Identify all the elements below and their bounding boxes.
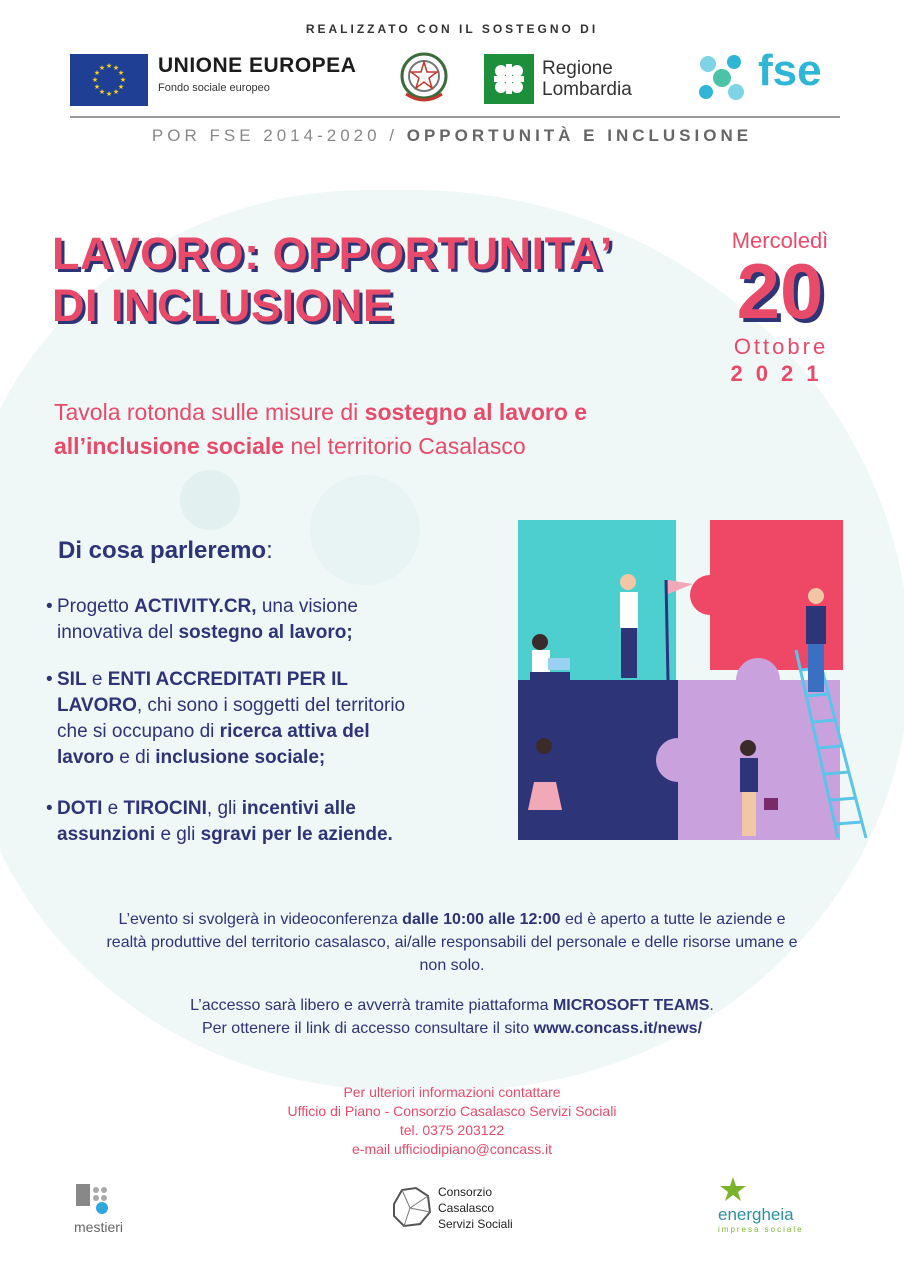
svg-text:★: ★ [119,76,127,84]
regione-lombardia-logo-icon [484,54,534,104]
topic3-t1: e [102,798,124,819]
topic2-t3: che si occupano di [57,721,220,742]
topic2-b1: SIL [57,669,87,690]
date-day: 20 [736,247,824,335]
event-subtitle [54,395,754,463]
subtitle-bold-1: sostegno al lavoro e [364,399,588,425]
contact-line1: Per ulteriori informazioni contattare [343,1084,561,1100]
topic1-t2: una visione [256,596,358,617]
eu-title: UNIONE EUROPEA [158,54,357,77]
fse-label: fse [758,46,822,95]
subtitle-text-2: nel territorio Casalasco [284,433,526,459]
program-label [0,126,904,146]
consorzio-text [438,1184,513,1232]
topic3-t3: e gli [155,824,201,845]
energheia-label: energheia [718,1205,794,1224]
event-title [52,228,712,332]
eu-subtitle: Fondo sociale europeo [158,82,270,94]
circle-decoration [310,475,420,585]
regione-lombardia-label [542,58,632,100]
consorzio-line1: Consorzio [438,1185,493,1199]
fse-logo-icon [694,50,750,106]
svg-text:★: ★ [93,69,101,77]
contact-email[interactable]: e-mail ufficiodipiano@concass.it [352,1141,552,1157]
topic-item-2 [46,667,466,773]
subtitle-bold-2: all’inclusione sociale [54,433,285,459]
topics-heading [58,537,273,565]
mestieri-logo [74,1182,164,1235]
info-p3a: Per ottenere il link di accesso consultare il sito [201,1020,534,1037]
topic-item-1 [46,594,466,650]
topics-heading-text: Di cosa parleremo [58,537,267,564]
energheia-sublabel: impresa sociale [718,1225,804,1234]
svg-text:★: ★ [105,90,113,98]
topic1-b2: sostegno al lavoro; [178,622,353,643]
topic3-t2: , gli [206,798,242,819]
info-p1a: L’evento si svolgerà in videoconferenza [118,911,403,928]
consorzio-line3: Servizi Sociali [438,1217,513,1231]
info-p1d: realtà produttive del territorio casalasco, ai/alle responsabili del personale e delle risorse umane e [106,934,798,951]
bullet-icon: • [46,669,53,690]
mestieri-logo-icon [74,1182,118,1216]
subtitle-text-1: Tavola rotonda sulle misure di [54,399,365,425]
title-line2: DI INCLUSIONE [52,280,394,331]
supported-by-label: REALIZZATO CON IL SOSTEGNO DI [305,22,599,36]
svg-text:★: ★ [105,62,113,70]
topic2-b2: ENTI ACCREDITATI PER IL [107,669,348,690]
topic2-t1: e [86,669,108,690]
topic3-b3: incentivi alle [241,798,356,819]
event-info [40,908,864,977]
header-divider [70,116,840,118]
date-month: Ottobre [733,334,829,359]
contact-line2: Ufficio di Piano - Consorzio Casalasco Servizi Sociali [287,1103,617,1119]
svg-text:★: ★ [117,69,125,77]
info-time: dalle 10:00 alle 12:00 [402,911,561,928]
date-year: 2021 [730,361,832,386]
program-suffix: OPPORTUNITÀ E INCLUSIONE [406,126,753,145]
svg-text:★: ★ [98,88,106,96]
gear-decoration-icon [180,470,240,530]
topic1-t3: innovativa del [57,622,179,643]
consorzio-map-icon [390,1184,434,1230]
topic-item-2-text [57,667,457,771]
topic2-t2: , chi sono i soggetti del territorio [136,695,406,716]
consorzio-line2: Casalasco [438,1201,495,1215]
energheia-star-icon [718,1176,748,1202]
program-prefix: POR FSE 2014-2020 / [151,126,398,145]
topic2-t4: e di [114,747,156,768]
puzzle-illustration [518,520,868,840]
svg-text:★: ★ [98,64,106,72]
date-weekday: Mercoledì [731,228,829,253]
italian-emblem-icon [398,50,450,106]
topic2-b4: ricerca attiva del [219,721,370,742]
regione-line2: Lombardia [542,79,632,100]
info-p2c: . [709,997,714,1014]
svg-text:★: ★ [112,88,120,96]
bullet-icon: • [46,798,53,819]
sponsor-logos [60,46,850,114]
info-platform: MICROSOFT TEAMS [552,997,710,1014]
contact-info [0,1083,904,1159]
energheia-logo [718,1176,838,1236]
topic-item-1-text [57,594,457,646]
eu-flag-icon [70,54,148,106]
topic3-b4: assunzioni [57,824,156,845]
regione-line1: Regione [542,58,613,79]
topic2-b5: lavoro [57,747,115,768]
mestieri-label: mestieri [74,1219,124,1235]
topics-heading-colon: : [266,537,273,564]
topic1-t1: Progetto [57,596,135,617]
topic3-b1: DOTI [57,798,103,819]
topic-item-3-text [57,796,457,848]
bullet-icon: • [46,596,53,617]
svg-text:★: ★ [91,76,99,84]
info-p1c: ed è aperto a tutte le aziende e [560,911,786,928]
consorzio-logo [390,1182,530,1234]
topic1-b1: ACTIVITY.CR, [134,596,257,617]
svg-text:★: ★ [93,83,101,91]
topic3-b2: TIROCINI [123,798,207,819]
website-link[interactable]: www.concass.it/news/ [533,1020,703,1037]
topic-item-3 [46,796,466,852]
access-info [40,994,864,1040]
topic3-b5: sgravi per le aziende. [200,824,393,845]
info-p2a: L’accesso sarà libero e avverrà tramite piattaforma [190,997,553,1014]
topic2-b3: LAVORO [57,695,137,716]
contact-phone: tel. 0375 203122 [399,1122,505,1138]
topic2-b6: inclusione sociale; [155,747,326,768]
title-line1: LAVORO: OPPORTUNITA’ [52,228,613,279]
info-p1e: non solo. [419,957,485,974]
svg-text:★: ★ [117,83,125,91]
puzzle-piece-lilac [678,680,840,840]
svg-text:★: ★ [112,64,120,72]
